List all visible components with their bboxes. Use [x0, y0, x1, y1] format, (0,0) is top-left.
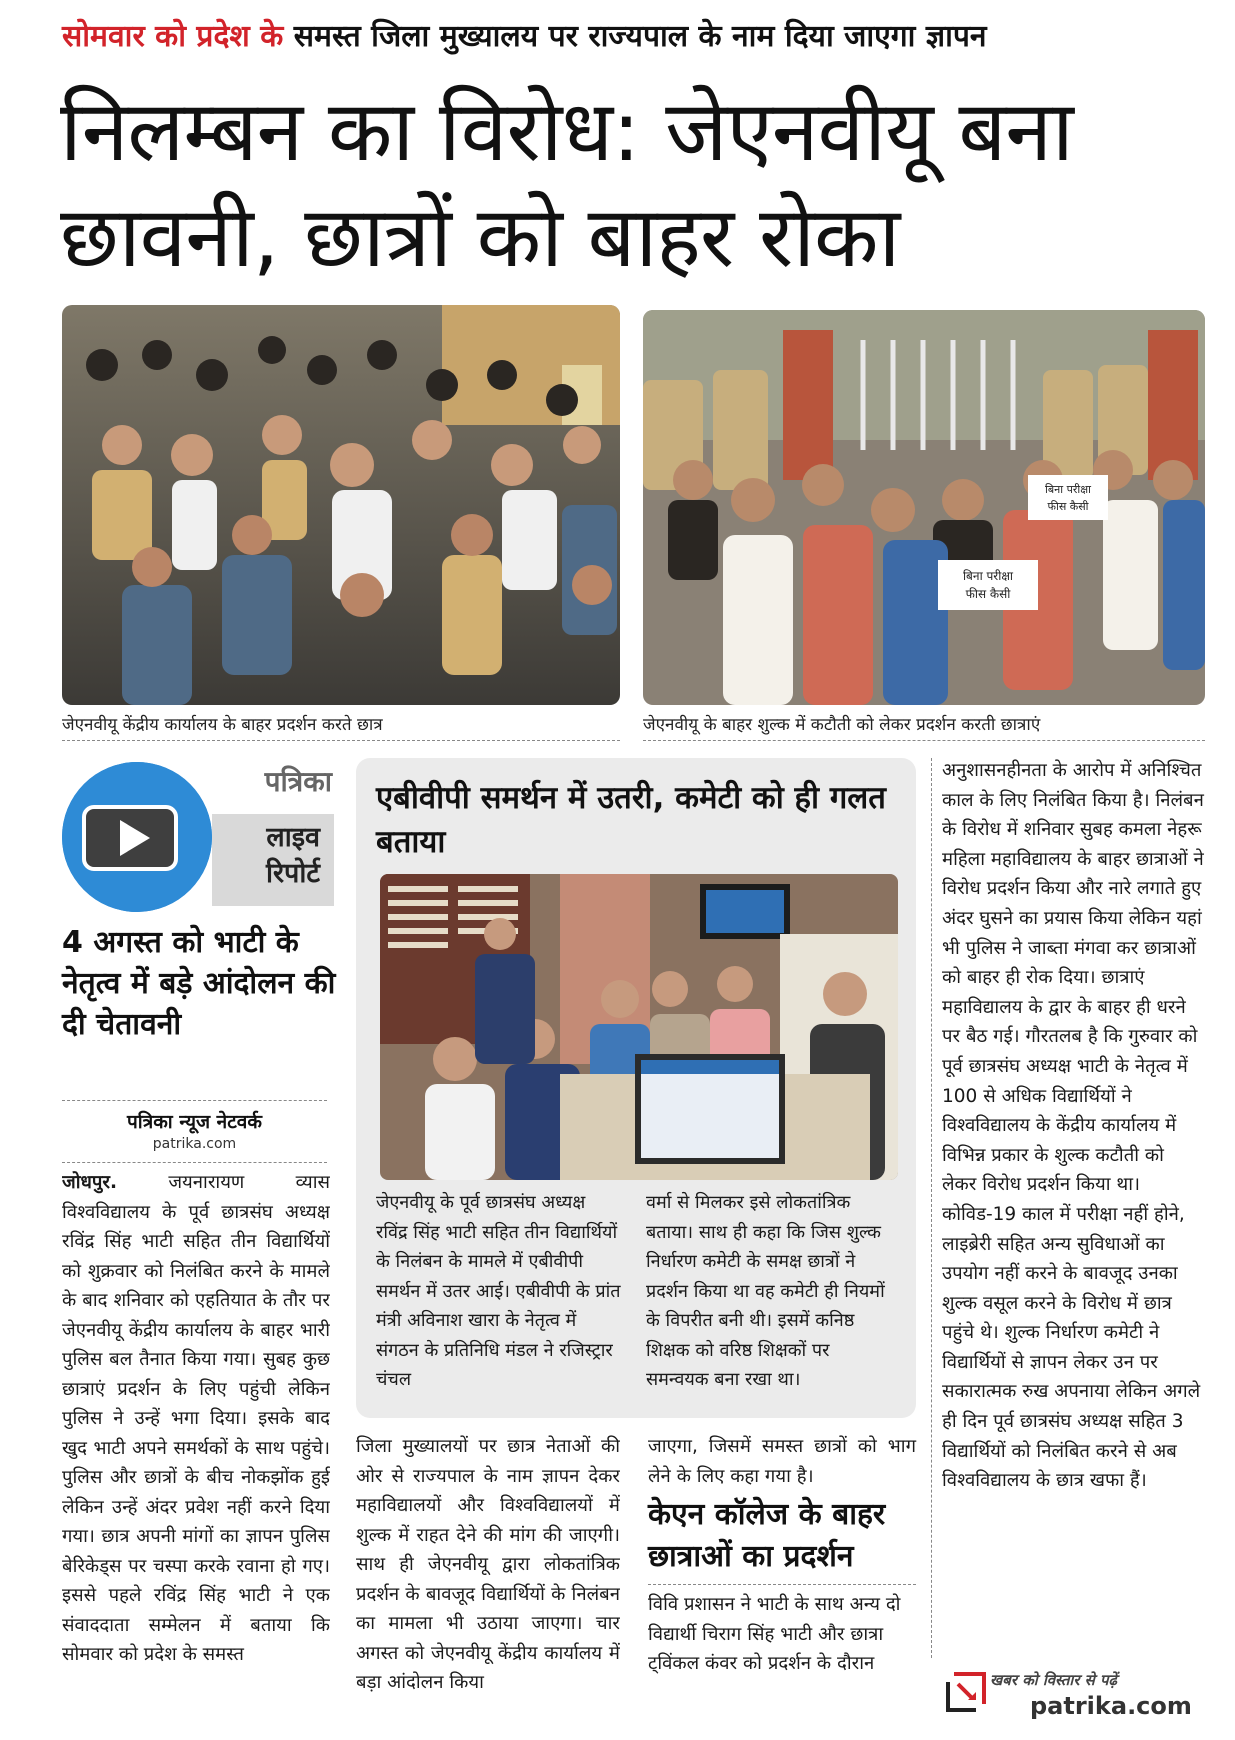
article-column-3-top: जाएगा, जिसमें समस्त छात्रों को भाग लेने के लिए कहा गया है। [648, 1436, 916, 1487]
meeting-photo-illustration [380, 874, 898, 1180]
article-column-4: अनुशासनहीनता के आरोप में अनिश्चित काल के लिए निलंबित किया है। निलंबन के विरोध में शनिवार सुबह कमला नेहरू महिला महाविद्यालय के बाहर छात्राओं ने विरोध प्रदर्शन किया और नारे लगाते हुए अंदर घुसने का प्रयास किया लेकिन यहां भी पुलिस ने जाब्ता मंगवा कर छात्राओं को बाहर ही रोक दिया। छात्राएं महाविद्यालय के द्वार के बाहर ही धरने पर बैठ गई। गौरतलब है कि गुरुवार को पूर्व छात्रसंघ अध्यक्ष भाटी के नेतृत्व में 100 से अधिक विद्यार्थियों ने विश्वविद्यालय के केंद्रीय कार्यालय में विभिन्न प्रकार के शुल्क कटौती को लेकर विरोध प्रदर्शन किया था। कोविड-19 काल में परीक्षा नहीं होने, लाइब्रेरी सहित अन्य सुविधाओं का उपयोग नहीं करने के बावजूद उनका शुल्क वसूल करने के विरोध में छात्र पहुंचे थे। शुल्क निर्धारण कमेटी ने विद्यार्थियों से ज्ञापन लेकर उन पर सकारात्मक रुख अपनाया लेकिन अगले ही दिन पूर्व छात्रसंघ अध्यक्ष सहित 3 विद्यार्थियों को निलंबित करने से अब विश्वविद्यालय के छात्र खफा हैं। [942, 760, 1204, 1492]
byline-divider [62, 1100, 327, 1101]
kicker [62, 14, 987, 55]
article-column-3-bottom: विवि प्रशासन ने भाटी के साथ अन्य दो विद्यार्थी चिराग सिंह भाटी और छात्रा ट्विंकल कंवर को प्रदर्शन के दौरान [648, 1594, 901, 1674]
photo-caption-right: जेएनवीयू के बाहर शुल्क में कटौती को लेकर प्रदर्शन करती छात्राएं [643, 715, 1041, 735]
photo-abvp-meeting [380, 874, 898, 1180]
kicker-rest: समस्त जिला मुख्यालय पर राज्यपाल के नाम दिया जाएगा ज्ञापन [283, 19, 987, 54]
expand-arrow-icon[interactable] [944, 1668, 990, 1714]
byline-divider-bottom [62, 1162, 327, 1163]
article-column-2: जिला मुख्यालयों पर छात्र नेताओं की ओर से राज्यपाल के नाम ज्ञापन देकर महाविद्यालयों और विश्वविद्यालयों में शुल्क में राहत देने की मांग की जाएगी। साथ ही जेएनवीयू द्वारा लोकतांत्रिक प्रदर्शन के बावजूद विद्यार्थियों के निलंबन का मामला भी उठाया जाएगा। चार अगस्त को जेएनवीयू केंद्रीय कार्यालय में बड़ा आंदोलन किया [356, 1436, 620, 1693]
svg-text:फीस कैसी: फीस कैसी [1047, 500, 1089, 513]
svg-text:फीस कैसी: फीस कैसी [965, 587, 1011, 601]
play-icon [62, 762, 212, 912]
abvp-column-right: वर्मा से मिलकर इसे लोकतांत्रिक बताया। साथ ही कहा कि जिस शुल्क निर्धारण कमेटी के समक्ष छात्रों ने प्रदर्शन किया था वह कमेटी ही नियमों के विपरीत बनी थी। इसमें कनिष्ठ शिक्षक को वरिष्ठ शिक्षकों पर समन्वयक बना रखा था। [646, 1192, 885, 1390]
article-column-1 [62, 1168, 330, 1738]
crowd-photo-illustration [62, 305, 620, 705]
kicker-highlight: सोमवार को प्रदेश के [62, 19, 284, 54]
caption-divider-left [62, 740, 620, 741]
byline-site: patrika.com [152, 1136, 237, 1152]
live-report-label: लाइव रिपोर्ट [266, 822, 320, 889]
headline: निलम्बन का विरोध: जेएनवीयू बना छावनी, छात्रों को बाहर रोका [60, 82, 1073, 286]
side-headline: 4 अगस्त को भाटी के नेतृत्व में बड़े आंदोलन की दी चेतावनी [62, 925, 336, 1042]
live-report-circle [62, 762, 212, 912]
footer-read-more[interactable]: खबर को विस्तार से पढ़ें [990, 1671, 1117, 1689]
byline-name: पत्रिका न्यूज नेटवर्क [127, 1111, 262, 1133]
photo-female-students [643, 310, 1205, 705]
female-students-photo-illustration [643, 310, 1205, 705]
placard-sign-2 [1028, 475, 1108, 520]
column-divider [931, 758, 932, 1658]
placard-sign-1 [938, 560, 1038, 610]
caption-divider-right [643, 740, 1205, 741]
subheadline-kn-college: केएन कॉलेज के बाहर छात्राओं का प्रदर्शन [648, 1497, 886, 1574]
svg-text:बिना परीक्षा: बिना परीक्षा [1045, 483, 1091, 496]
photo-students-crowd [62, 305, 620, 705]
photo-caption-left: जेएनवीयू केंद्रीय कार्यालय के बाहर प्रदर्शन करते छात्र [62, 715, 383, 735]
svg-text:बिना परीक्षा: बिना परीक्षा [962, 569, 1014, 583]
column-1-text: जयनारायण व्यास विश्वविद्यालय के पूर्व छात्रसंघ अध्यक्ष रविंद्र सिंह भाटी सहित तीन विद्यार्थियों को शुक्रवार को निलंबित करने के मामले के बाद शनिवार को एहतियात के तौर पर जेएनवीयू केंद्रीय कार्यालय के बाहर भारी पुलिस बल तैनात किया गया। सुबह कुछ छात्राएं प्रदर्शन के लिए पहुंची लेकिन पुलिस ने उन्हें भगा दिया। इसके बाद खुद भाटी अपने समर्थकों के साथ पहुंचे। पुलिस और छात्रों के बीच नोकझोंक हुई लेकिन उन्हें अंदर प्रवेश नहीं करने दिया गया। छात्र अपनी मांगों का ज्ञापन पुलिस बेरिकेड्स पर चस्पा करके रवाना हो गए। इससे पहले रविंद्र सिंह भाटी ने एक संवाददाता सम्मेलन में बताया कि सोमवार को प्रदेश के समस्त [62, 1172, 330, 1665]
abvp-box-title: एबीवीपी समर्थन में उतरी, कमेटी को ही गलत बताया [376, 780, 886, 860]
subhead-divider [648, 1584, 916, 1585]
footer-site-link[interactable]: patrika.com [1030, 1692, 1192, 1720]
abvp-column-left: जेएनवीयू के पूर्व छात्रसंघ अध्यक्ष रविंद्र सिंह भाटी सहित तीन विद्यार्थियों के निलंबन के मामले में एबीवीपी समर्थन में उतर आई। एबीवीपी के प्रांत मंत्री अविनाश खारा के नेतृत्व में संगठन के प्रतिनिधि मंडल ने रजिस्ट्रार चंचल [376, 1192, 621, 1390]
live-report-brand: पत्रिका [264, 765, 332, 798]
dateline: जोधपुर. [62, 1172, 117, 1193]
